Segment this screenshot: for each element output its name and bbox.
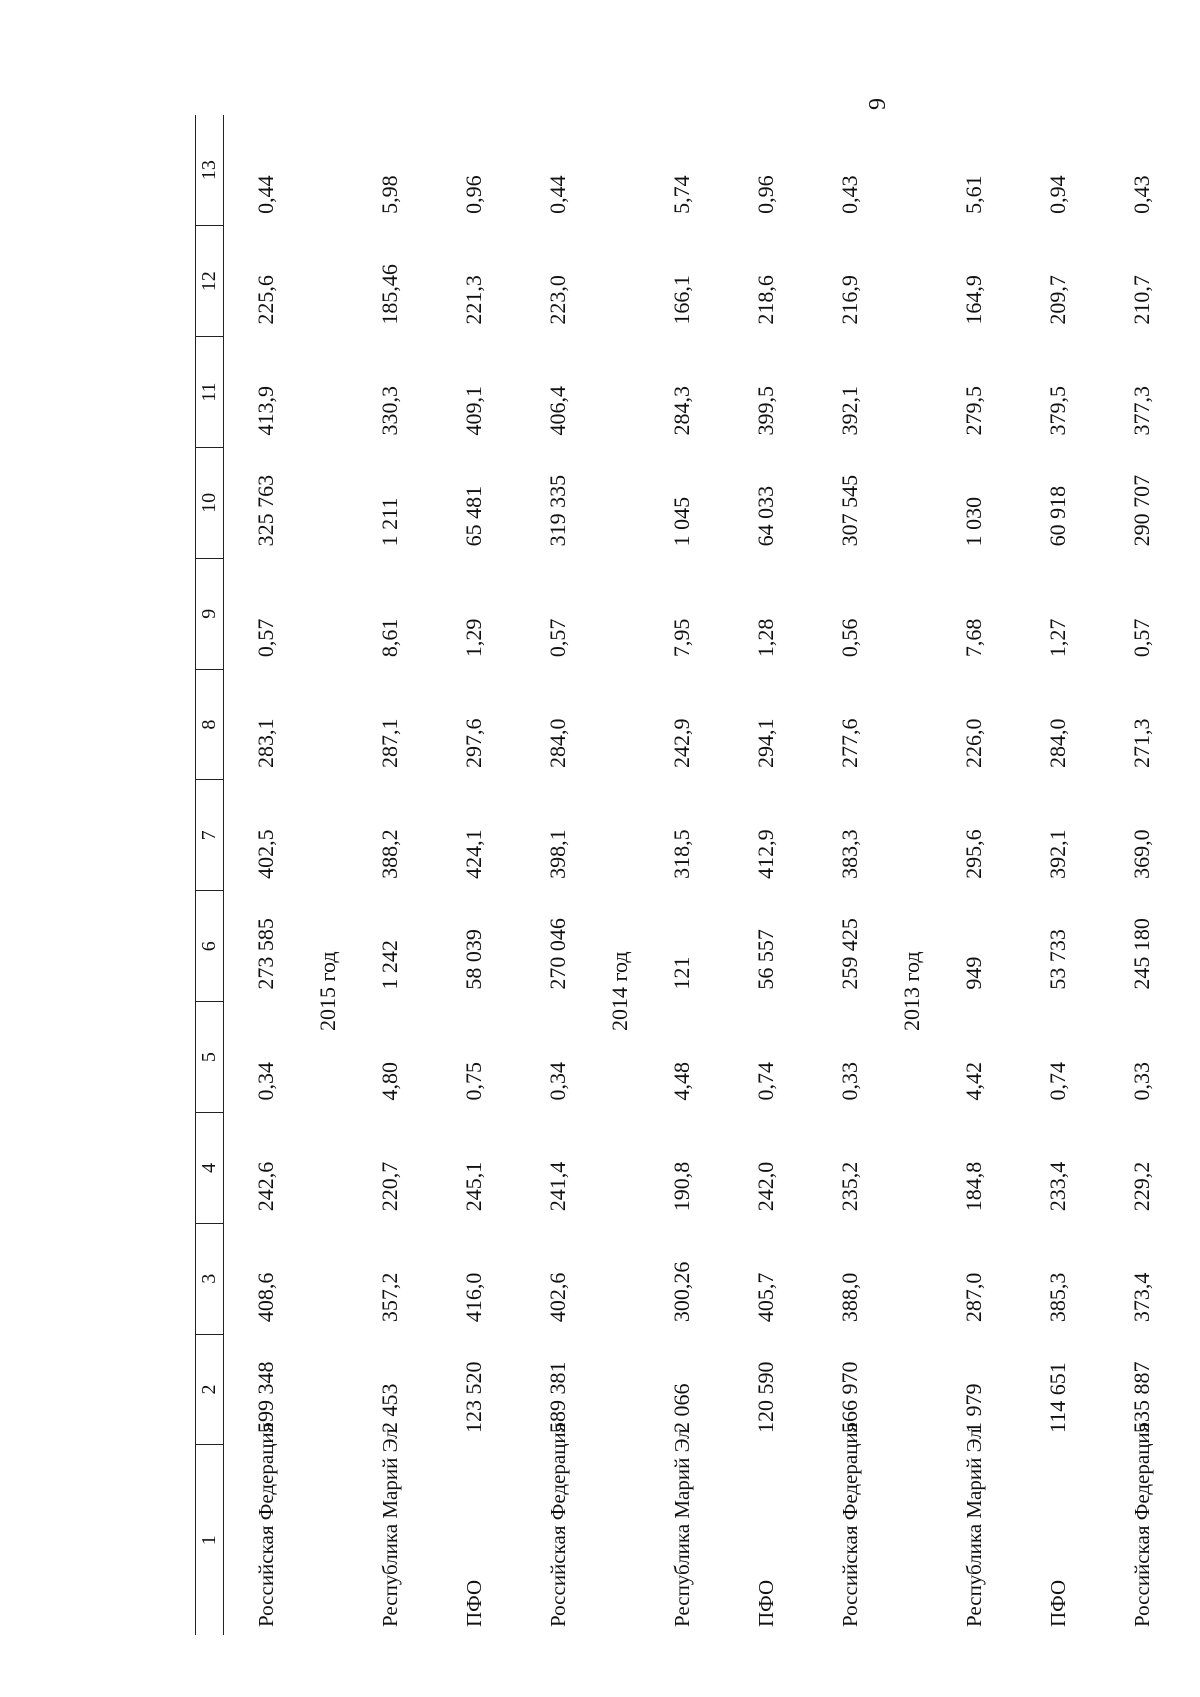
table-cell-col-5: 4,48	[669, 1061, 694, 1101]
table-cell-col-2: 566 970	[837, 1361, 862, 1433]
table-cell-col-4: 190,8	[669, 1161, 694, 1212]
table-body	[224, 115, 1185, 1635]
table-cell-col-3: 388,0	[837, 1272, 862, 1323]
table-cell-col-6: 53 733	[1045, 929, 1070, 990]
year-cell	[892, 115, 932, 1635]
table-cell-col-2: 123 520	[461, 1361, 486, 1433]
table-cell-col-11: 413,9	[253, 386, 278, 436]
table-cell-col-10: 65 481	[461, 485, 486, 547]
row-name: ПФО	[753, 1579, 778, 1627]
table-cell-col-2: 589 381	[545, 1361, 570, 1433]
table-cell-col-5: 0,34	[545, 1061, 570, 1101]
table-cell-col-9: 0,57	[253, 618, 278, 658]
table-cell-col-3: 408,6	[253, 1272, 278, 1323]
table-cell-col-12: 164,9	[961, 275, 986, 325]
table-cell-col-9: 0,57	[545, 618, 570, 658]
header-cell-4: 4	[196, 1112, 224, 1223]
table-cell-col-10: 1 211	[377, 497, 402, 547]
table-cell-col-12: 185,46	[377, 264, 402, 325]
table-cell-col-3: 357,2	[377, 1272, 402, 1323]
table-row	[348, 115, 432, 1635]
header-cell-9: 9	[196, 558, 224, 669]
table-row	[808, 115, 892, 1635]
table-cell-col-7: 383,3	[837, 829, 862, 879]
table-cell-col-11: 399,5	[753, 386, 778, 436]
table-cell-col-2: 114 651	[1045, 1362, 1070, 1433]
table-cell-col-2: 599 348	[253, 1361, 278, 1433]
header-cell-12: 12	[196, 226, 224, 337]
table-cell-col-6: 245 180	[1129, 918, 1154, 990]
table-cell-col-4: 220,7	[377, 1161, 402, 1212]
table-cell-col-10: 1 030	[961, 496, 986, 547]
table-cell-col-5: 0,74	[1045, 1061, 1070, 1101]
table-cell-col-10: 325 763	[253, 474, 278, 547]
table-row	[640, 115, 724, 1635]
table-cell-col-13: 5,98	[377, 175, 402, 214]
table-cell-col-11: 392,1	[837, 386, 862, 436]
table-cell-col-12: 218,6	[753, 275, 778, 325]
table-cell-col-11: 409,1	[461, 386, 486, 436]
table-row	[224, 115, 309, 1635]
table-row	[932, 115, 1016, 1635]
table-cell-col-4: 235,2	[837, 1161, 862, 1212]
table-cell-col-2: 535 887	[1129, 1361, 1154, 1433]
table-cell-col-9: 1,28	[753, 618, 778, 658]
table-cell-col-5: 0,75	[461, 1061, 486, 1101]
table-cell-col-8: 242,9	[669, 718, 694, 768]
table-cell-col-8: 287,1	[377, 718, 402, 768]
table-cell-col-5: 4,80	[377, 1061, 402, 1101]
table-cell-col-11: 406,4	[545, 386, 570, 436]
table-cell-col-4: 245,1	[461, 1161, 486, 1212]
table-cell-col-8: 294,1	[753, 718, 778, 768]
year-cell	[600, 115, 640, 1635]
table-cell-col-13: 0,96	[461, 175, 486, 214]
header-cell-7: 7	[196, 780, 224, 891]
table-cell-col-3: 300,26	[669, 1261, 694, 1323]
year-row	[308, 115, 348, 1635]
table-cell-col-6: 270 046	[545, 918, 570, 990]
header-row	[196, 115, 224, 1635]
table-cell-col-7: 318,5	[669, 829, 694, 879]
table-cell-col-4: 233,4	[1045, 1161, 1070, 1212]
table-cell-col-4: 229,2	[1129, 1161, 1154, 1212]
header-cell-2: 2	[196, 1334, 224, 1445]
table-cell-col-8: 283,1	[253, 718, 278, 768]
table-row	[516, 115, 600, 1635]
table-cell-col-2: 1 979	[961, 1383, 986, 1433]
table-row	[724, 115, 808, 1635]
table-cell-col-8: 226,0	[961, 718, 986, 768]
table-cell-col-13: 0,43	[837, 175, 862, 214]
table-cell-col-7: 398,1	[545, 829, 570, 879]
table-cell-col-7: 392,1	[1045, 829, 1070, 879]
row-name: Республика Марий Эл	[377, 1428, 402, 1627]
table-cell-col-10: 307 545	[837, 474, 862, 547]
header-cell-11: 11	[196, 337, 224, 448]
table-cell-col-10: 64 033	[753, 485, 778, 547]
table-cell-col-3: 402,6	[545, 1272, 570, 1323]
table-cell-col-13: 0,96	[753, 175, 778, 214]
table-cell-col-8: 277,6	[837, 718, 862, 768]
table-cell-col-6: 58 039	[461, 929, 486, 990]
row-name: Республика Марий Эл	[669, 1428, 694, 1627]
table-cell-col-7: 295,6	[961, 829, 986, 879]
header-cell-6: 6	[196, 891, 224, 1002]
table-cell-col-11: 330,3	[377, 386, 402, 436]
table-cell-col-5: 0,33	[837, 1061, 862, 1101]
table-cell-col-10: 290 707	[1129, 474, 1154, 547]
row-name: ПФО	[461, 1579, 486, 1627]
year-label: 2014 год	[607, 951, 632, 1031]
table-cell-col-6: 259 425	[837, 918, 862, 990]
table-cell-col-7: 402,5	[253, 829, 278, 879]
table-cell-col-11: 377,3	[1129, 386, 1154, 436]
statistics-table	[195, 115, 1184, 1635]
table-cell-col-3: 373,4	[1129, 1272, 1154, 1323]
table-cell-col-6: 121	[669, 956, 694, 990]
table-cell-col-10: 60 918	[1045, 485, 1070, 547]
header-cell-8: 8	[196, 669, 224, 780]
row-name: ПФО	[1045, 1579, 1070, 1627]
table-cell-col-6: 273 585	[253, 918, 278, 990]
row-name: Российская Федерация	[1129, 1422, 1154, 1627]
table-cell-col-6: 1 242	[377, 940, 402, 990]
table-cell-col-13: 0,43	[1129, 175, 1154, 214]
table-cell-col-2: 120 590	[753, 1361, 778, 1433]
table-cell-col-9: 1,27	[1045, 618, 1070, 658]
table-cell-col-4: 241,4	[545, 1161, 570, 1212]
table-cell-col-9: 8,61	[377, 618, 402, 658]
row-name: Российская Федерация	[837, 1422, 862, 1627]
table-cell-col-12: 166,1	[669, 275, 694, 325]
year-row	[600, 115, 640, 1635]
rotated-table-sheet	[195, 98, 1154, 1635]
table-cell-col-3: 405,7	[753, 1272, 778, 1323]
header-cell-3: 3	[196, 1223, 224, 1334]
table-cell-col-8: 297,6	[461, 718, 486, 768]
table-cell-col-5: 0,34	[253, 1061, 278, 1101]
table-cell-col-8: 284,0	[545, 718, 570, 768]
table-cell-col-2: 2 066	[669, 1383, 694, 1433]
table-cell-col-8: 271,3	[1129, 718, 1154, 768]
table-cell-col-5: 0,74	[753, 1061, 778, 1101]
table-cell-col-10: 1 045	[669, 496, 694, 547]
table-cell-col-9: 1,29	[461, 618, 486, 658]
table-cell-col-5: 4,42	[961, 1061, 986, 1101]
table-cell-col-9: 0,56	[837, 618, 862, 658]
table-cell-col-2: 2 453	[377, 1383, 402, 1433]
table-cell-col-7: 412,9	[753, 829, 778, 879]
table-cell-col-7: 388,2	[377, 829, 402, 879]
year-label: 2015 год	[315, 951, 340, 1031]
table-cell-col-13: 5,74	[669, 175, 694, 214]
table-cell-col-3: 385,3	[1045, 1272, 1070, 1323]
table-cell-col-6: 949	[961, 956, 986, 990]
table-cell-col-10: 319 335	[545, 474, 570, 547]
table-row	[1016, 115, 1100, 1635]
table-cell-col-5: 0,33	[1129, 1061, 1154, 1101]
header-cell-13: 13	[196, 115, 224, 226]
table-row	[432, 115, 516, 1635]
table-cell-col-12: 210,7	[1129, 275, 1154, 325]
table-cell-col-13: 0,94	[1045, 175, 1070, 214]
table-row	[1100, 115, 1184, 1635]
header-cell-10: 10	[196, 448, 224, 559]
table-cell-col-4: 242,6	[253, 1161, 278, 1212]
year-cell	[308, 115, 348, 1635]
table-cell-col-3: 416,0	[461, 1272, 486, 1323]
year-label: 2013 год	[899, 951, 924, 1031]
year-row	[892, 115, 932, 1635]
table-cell-col-12: 216,9	[837, 275, 862, 325]
table-cell-col-13: 0,44	[253, 175, 278, 214]
table-cell-col-13: 0,44	[545, 175, 570, 214]
table-cell-col-9: 7,95	[669, 618, 694, 658]
table-cell-col-11: 279,5	[961, 386, 986, 436]
table-cell-col-12: 221,3	[461, 275, 486, 325]
row-name: Российская Федерация	[545, 1422, 570, 1627]
table-cell-col-11: 379,5	[1045, 386, 1070, 436]
table-cell-col-13: 5,61	[961, 175, 986, 214]
page-number: 9	[865, 98, 891, 110]
table-cell-col-12: 209,7	[1045, 275, 1070, 325]
table-cell-col-9: 7,68	[961, 618, 986, 658]
table-cell-col-4: 184,8	[961, 1161, 986, 1212]
table-cell-col-8: 284,0	[1045, 718, 1070, 768]
header-cell-5: 5	[196, 1002, 224, 1113]
table-cell-col-12: 223,0	[545, 275, 570, 325]
table-cell-col-11: 284,3	[669, 386, 694, 436]
row-name: Республика Марий Эл	[961, 1428, 986, 1627]
table-cell-col-9: 0,57	[1129, 618, 1154, 658]
table-cell-col-7: 424,1	[461, 829, 486, 879]
header-cell-1: 1	[196, 1445, 224, 1635]
table-cell-col-7: 369,0	[1129, 829, 1154, 879]
column-number-header	[196, 115, 224, 1635]
table-cell-col-12: 225,6	[253, 275, 278, 325]
table-cell-col-3: 287,0	[961, 1272, 986, 1323]
table-cell-col-4: 242,0	[753, 1161, 778, 1212]
table-cell-col-6: 56 557	[753, 929, 778, 990]
row-name: Российская Федерация	[253, 1422, 278, 1627]
